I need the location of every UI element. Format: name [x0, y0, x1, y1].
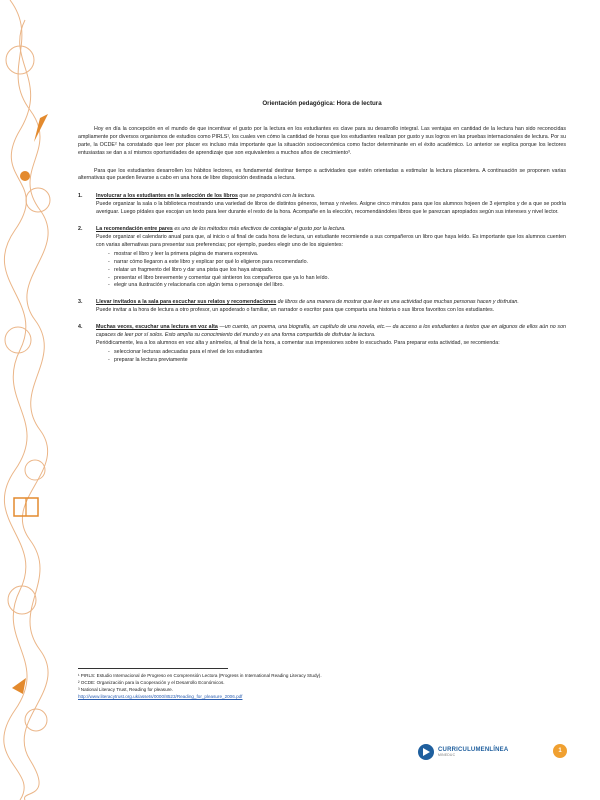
item-text: Puede organizar el calendario anual para que, al inicio o al final de cada hora de lectura, un estudiante recomiende a sus compañeros un libro que haya leído. Es importante que los alumnos cuenten con varias alternativas para presentar sus preferencias; por ejemplo, puedes elegir uno de los siguientes: — [96, 233, 566, 248]
list-item — [78, 299, 566, 315]
footnote-divider — [78, 668, 228, 669]
item-lead-rest: de libros de una manera de mostrar que leer es una actividad que muchas personas hacen y disfrutan. — [277, 299, 519, 306]
item-lead-rest: que se propondrá con la lectura. — [239, 193, 316, 200]
item-number: 3. — [78, 299, 83, 306]
item-text: Periódicamente, lea a los alumnos en voz alta y anímelos, al final de la hora, a comentar sus impresiones sobre lo escuchado. Para preparar esta actividad, se recomienda: — [96, 339, 500, 346]
decorative-swirl-border — [0, 0, 62, 800]
item-lead: Involucrar a los estudiantes en la selección de los libros — [96, 193, 238, 200]
play-logo-icon — [418, 744, 434, 760]
page-number: 1 — [553, 744, 567, 758]
list-item — [78, 193, 566, 217]
document-body — [78, 100, 566, 374]
footnote: ² OCDE: Organización para la Cooperación y el Desarrollo Económicos. — [78, 680, 225, 685]
bullet-item: - preparar la lectura previamente — [108, 357, 566, 365]
footnotes — [78, 668, 566, 700]
item-number: 4. — [78, 324, 83, 331]
item-number: 2. — [78, 226, 83, 233]
item-lead: La recomendación entre pares — [96, 226, 173, 233]
pencil-icon — [12, 678, 26, 694]
item-lead: Muchas veces, escuchar una lectura en voz alta — [96, 324, 218, 331]
footnote-link[interactable]: http://www.literacytrust.org.uk/assets/0000/8523/Reading_for_pleasure_2006.pdf — [78, 694, 243, 699]
bullet-item: - mostrar el libro y leer la primera página de manera expresiva. — [108, 251, 566, 259]
list-item — [78, 324, 566, 365]
item-number: 1. — [78, 193, 83, 200]
bullet-item: - elegir una ilustración y relacionarla con algún tema o personaje del libro. — [108, 282, 566, 290]
item-lead: Llevar invitados a la sala para escuchar sus relatos y recomendaciones — [96, 299, 277, 306]
quill-icon — [34, 114, 48, 142]
brand-subtitle: MINEDUC — [438, 753, 456, 757]
bullet-list — [96, 349, 566, 365]
bullet-item: - relatar un fragmento del libro y dar una pista que los haya atrapado. — [108, 267, 566, 275]
footnote: ³ National Literacy Trust, Reading for pleasure. — [78, 687, 173, 692]
second-paragraph: Para que los estudiantes desarrollen los hábitos lectores, es fundamental destinar tiempo a actividades que estén orientadas a estimular la lectura placentera. A continuación se proponen varias alternativas que pueden llevarse a cabo en una hora de libre disposición destinada a lectura. — [78, 167, 566, 182]
brand-name: CURRICULUMENLÍNEA — [438, 747, 509, 753]
page-title: Orientación pedagógica: Hora de lectura — [262, 100, 382, 107]
bullet-item: - seleccionar lecturas adecuadas para el nivel de los estudiantes — [108, 349, 566, 357]
intro-paragraph: Hoy en día la concepción en el mundo de que incentivar el gusto por la lectura en los estudiantes es clave para su desarrollo integral. Las ventajas en cantidad de la lectura han sido reconocidas ampliamente por diversos organismos de estudios como PIRLS¹, los cuales ven cómo la cantidad de horas que los estudiantes realizan por gusto y sus logros en las pruebas internacionales de lectura. Por su parte, la OCDE² ha constatado que leer por placer es incluso más importante que la situación socioeconómica como factor determinante en el éxito académico. Lo anterior se explica porque los lectores entusiastas se dan a sí mismos oportunidades de aprendizaje que son equivalentes a muchos años de crecimiento³. — [78, 125, 566, 156]
item-text: Puede invitar a la hora de lectura a otro profesor, un apoderado o familiar, un narrador o escritor para que comparta una historia o sus libros favoritos con los estudiantes. — [96, 307, 495, 314]
bullet-item: - narrar cómo llegaron a este libro y explicar por qué lo eligieron para recomendarlo. — [108, 259, 566, 267]
list-item — [78, 226, 566, 290]
item-lead-rest: —un cuento, un poema, una biografía, un capítulo de una novela, etc.— da acceso a los estudiantes a textos que en algunos de ellos aún no son capaces de leer por sí solos. Esto amplía su conocimiento del mundo y es una forma compartida de disfrutar la lectura. — [96, 324, 566, 339]
footnote: ¹ PIRLS: Estudio Internacional de Progreso en Comprensión Lectora (Progress in International Reading Literacy Study). — [78, 673, 322, 678]
item-lead-rest: es uno de los métodos más efectivos de contagiar el gusto por la lectura. — [174, 226, 346, 233]
item-text: Puede organizar la sala o la biblioteca mostrando una variedad de libros de distintos géneros, temas y niveles. Asigne cinco minutos para que los alumnos hojeen de 3 ejemplos y de a que se podría averiguar. Luego pídales que escojan un texto para leer durante el resto de la hora. Acompañe en la elección, recomendándoles libros que le parezcan apropiados según sus intereses y nivel lector. — [96, 201, 566, 216]
brand-logo — [418, 744, 508, 760]
bullet-item: - presentar el libro brevemente y comentar qué sintieron los compañeros que ya lo han leído. — [108, 275, 566, 283]
bullet-list — [96, 251, 566, 291]
